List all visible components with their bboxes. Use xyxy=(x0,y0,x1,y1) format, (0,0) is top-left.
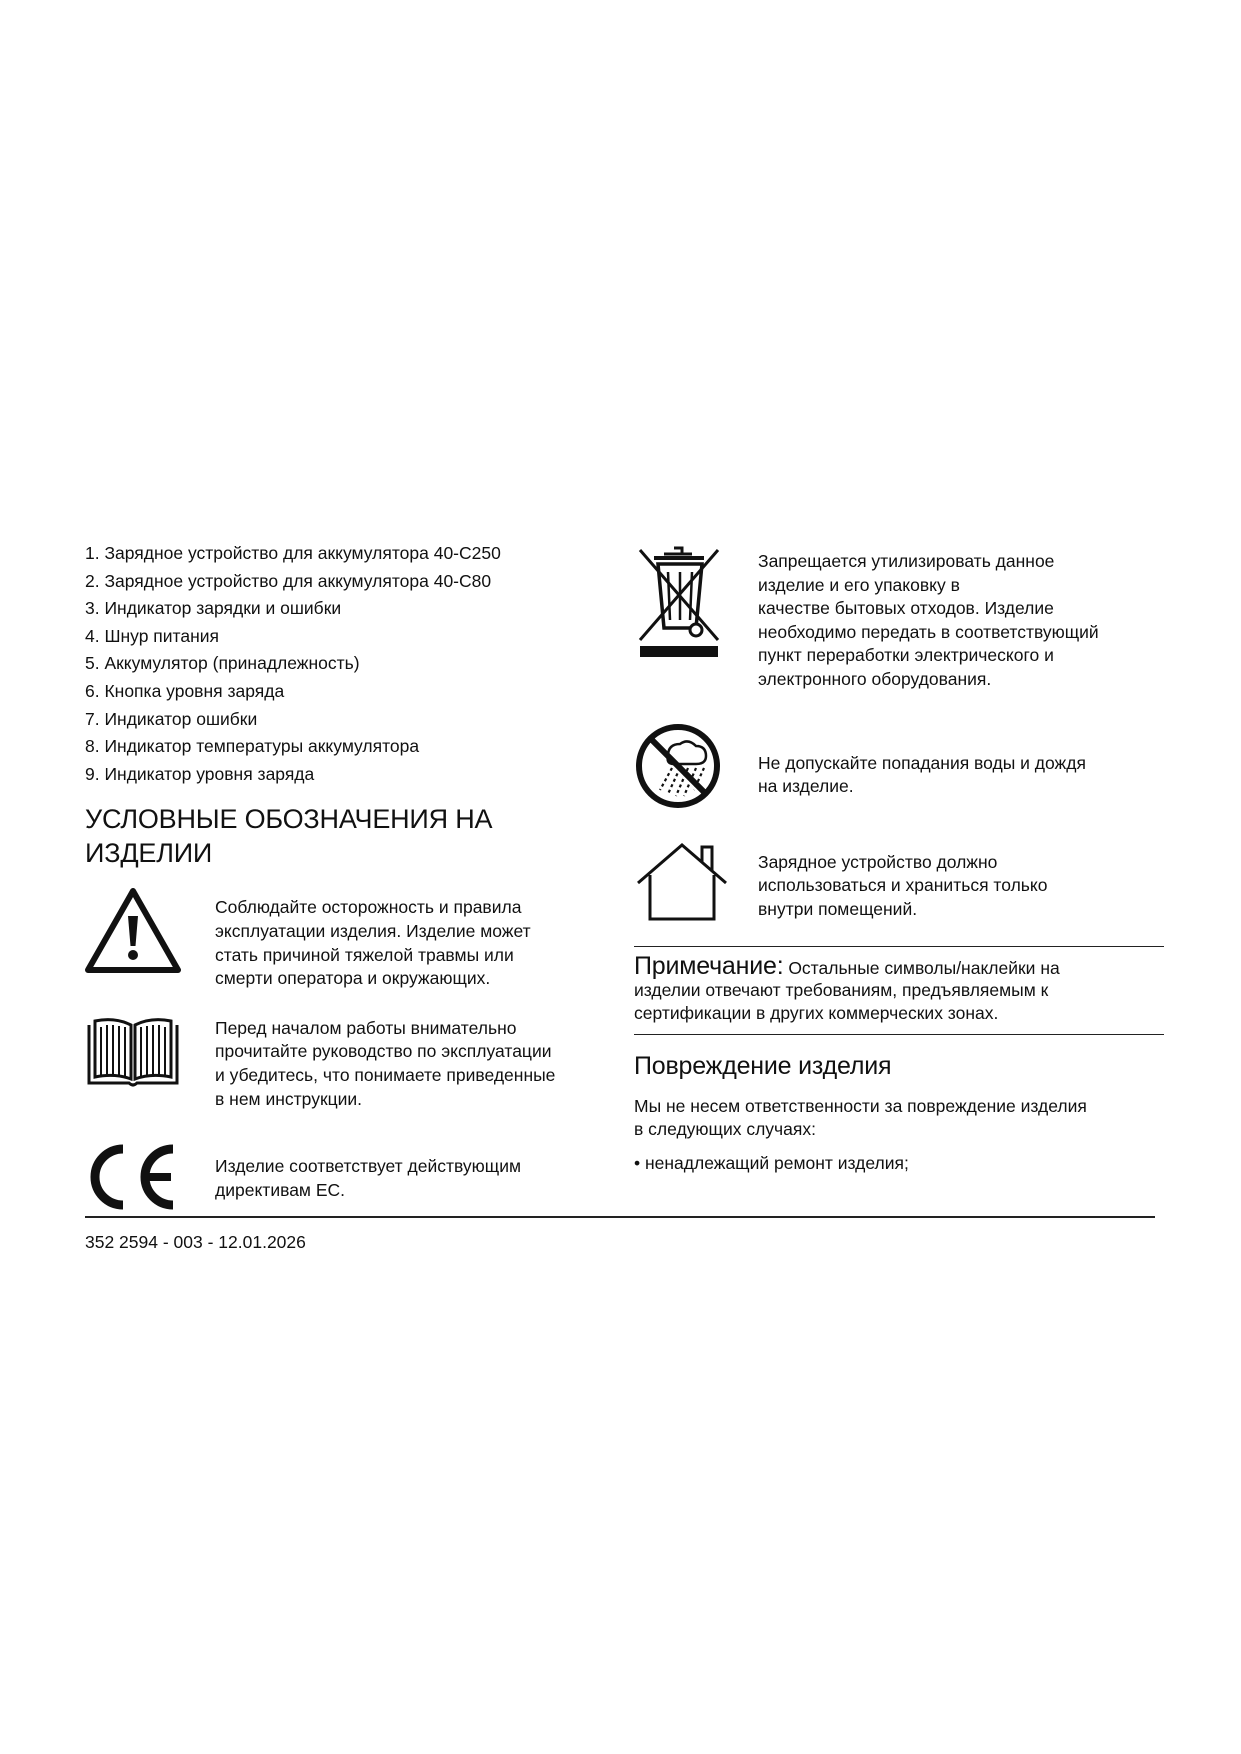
text-line: электронного оборудования. xyxy=(758,668,992,689)
list-item: 2. Зарядное устройство для аккумулятора 40-C80 xyxy=(85,570,492,591)
list-item: 6. Кнопка уровня заряда xyxy=(85,680,285,701)
symbols-heading-line1: УСЛОВНЫЕ ОБОЗНАЧЕНИЯ НА xyxy=(85,804,493,835)
text-line: внутри помещений. xyxy=(758,898,918,919)
text-line: использоваться и храниться только xyxy=(758,875,1048,896)
text-line: Соблюдайте осторожность и правила xyxy=(215,897,522,918)
left-column xyxy=(85,540,605,1213)
parts-list xyxy=(85,540,605,788)
indoor-text xyxy=(758,851,1048,922)
list-item: 3. Индикатор зарядки и ошибки xyxy=(85,598,342,619)
list-item: 9. Индикатор уровня заряда xyxy=(85,763,315,784)
symbol-warning-row xyxy=(85,888,605,990)
damage-heading: Повреждение изделия xyxy=(634,1052,892,1081)
warning-triangle-icon xyxy=(85,888,189,974)
warning-text xyxy=(215,896,531,990)
weee-text xyxy=(758,550,1099,692)
ce-text xyxy=(215,1155,521,1202)
symbols-heading-line2: ИЗДЕЛИИ xyxy=(85,838,213,869)
damage-bullet: • ненадлежащий ремонт изделия; xyxy=(634,1153,909,1174)
ce-mark-icon xyxy=(85,1141,189,1213)
text-line: Мы не несем ответственности за повреждение изделия xyxy=(634,1096,1087,1117)
list-item: 1. Зарядное устройство для аккумулятора 40-C250 xyxy=(85,543,501,563)
damage-paragraph xyxy=(634,1095,1164,1140)
crossed-out-bin-icon xyxy=(634,544,726,667)
text-line: Изделие соответствует действующим xyxy=(215,1156,522,1177)
list-item: 5. Аккумулятор (принадлежность) xyxy=(85,653,360,674)
text-line: в следующих случаях: xyxy=(634,1118,816,1139)
text-line: Не допускайте попадания воды и дождя xyxy=(758,752,1086,773)
symbol-rain-row xyxy=(634,722,1164,815)
symbol-indoor-row xyxy=(634,841,1164,928)
text-line: пункт переработки электрического и xyxy=(758,645,1054,666)
no-rain-icon xyxy=(634,722,726,815)
text-line: изделие и его упаковку в xyxy=(758,574,960,595)
text-line: Запрещается утилизировать данное xyxy=(758,551,1055,571)
list-item: 8. Индикатор температуры аккумулятора xyxy=(85,736,420,757)
manual-text xyxy=(215,1017,555,1111)
text-line: Перед началом работы внимательно xyxy=(215,1017,517,1038)
text-line: прочитайте руководство по эксплуатации xyxy=(215,1041,552,1062)
note-label: Примечание: xyxy=(634,951,784,980)
document-number: 352 2594 - 003 - 12.01.2026 xyxy=(85,1232,306,1252)
rain-text xyxy=(758,752,1086,799)
symbol-manual-row xyxy=(85,1017,605,1111)
text-line: необходимо передать в соответствующий xyxy=(758,621,1099,642)
open-book-icon xyxy=(85,1017,189,1089)
text-line: на изделие. xyxy=(758,776,854,797)
house-icon xyxy=(634,841,726,928)
symbol-weee-row xyxy=(634,544,1164,692)
note-line1: Остальные символы/наклейки на xyxy=(783,957,1060,978)
right-column xyxy=(634,540,1164,1175)
note-top-rule xyxy=(634,946,1164,947)
text-line: и убедитесь, что понимаете приведенные xyxy=(215,1064,556,1085)
text-line: Зарядное устройство должно xyxy=(758,851,998,872)
footer-rule xyxy=(85,1216,1155,1218)
note-line2: изделии отвечают требованиям, предъявляемым к xyxy=(634,980,1049,1001)
list-item: 4. Шнур питания xyxy=(85,625,220,646)
text-line: директивам ЕС. xyxy=(215,1179,345,1200)
text-line: смерти оператора и окружающих. xyxy=(215,968,491,989)
symbol-ce-row xyxy=(85,1141,605,1213)
text-line: в нем инструкции. xyxy=(215,1088,363,1109)
symbols-heading xyxy=(85,802,605,870)
text-line: стать причиной тяжелой травмы или xyxy=(215,944,514,965)
note-block xyxy=(634,951,1164,1025)
list-item: 7. Индикатор ошибки xyxy=(85,708,258,729)
text-line: эксплуатации изделия. Изделие может xyxy=(215,920,531,941)
note-bottom-rule xyxy=(634,1034,1164,1035)
note-line3: сертификации в других коммерческих зонах. xyxy=(634,1002,999,1023)
text-line: качестве бытовых отходов. Изделие xyxy=(758,598,1054,619)
